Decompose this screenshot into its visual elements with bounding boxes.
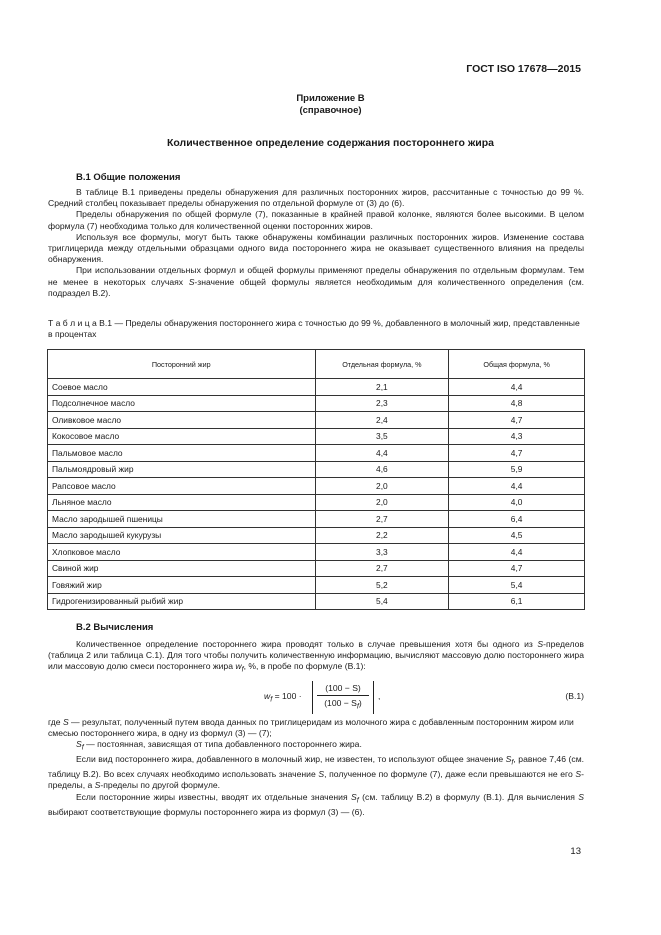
table-row	[48, 461, 585, 478]
paragraph: Если вид постороннего жира, добавленного в молочный жир, не известен, то используют общее значение $S_f$, равное 7,46 (см. таблицу В.2). Во всех случаях необходимо использовать значение S, полученное по формуле (7), даже если превышаются не его S-пределы, а S-пределы по другой формуле.	[48, 754, 584, 791]
page-number: 13	[570, 846, 581, 857]
fat-name-cell: Гидрогенизированный рыбий жир	[48, 593, 316, 610]
paragraph: Используя все формулы, могут быть также обнаружены комбинации различных посторонних жиров. Изменение состава триглицерида между отдельными образцами одного вида постороннего жира не оказывает существенного влияния на пределы обнаружения.	[48, 231, 584, 265]
total-limit-cell: 4,8	[449, 395, 585, 412]
column-header-individual: Отдельная формула, %	[315, 350, 449, 379]
individual-limit-cell: 5,4	[315, 593, 449, 610]
individual-limit-cell: 2,7	[315, 511, 449, 528]
table-row	[48, 577, 585, 594]
individual-limit-cell: 2,0	[315, 478, 449, 495]
fat-name-cell: Масло зародышей пшеницы	[48, 511, 316, 528]
total-limit-cell: 6,1	[449, 593, 585, 610]
individual-limit-cell: 2,3	[315, 395, 449, 412]
formula-lhs: $w_f = 100$ ·	[264, 691, 302, 704]
total-limit-cell: 4,7	[449, 412, 585, 429]
table-row	[48, 395, 585, 412]
table-row	[48, 527, 585, 544]
fat-name-cell: Масло зародышей кукурузы	[48, 527, 316, 544]
table-row	[48, 412, 585, 429]
annex-status: (справочное)	[299, 105, 362, 116]
fat-name-cell: Кокосовое масло	[48, 428, 316, 445]
table-header-row	[48, 350, 585, 379]
total-limit-cell: 4,7	[449, 445, 585, 462]
individual-limit-cell: 2,0	[315, 494, 449, 511]
paragraph: При использовании отдельных формул и общей формулы применяют пределы обнаружения по отдельным формулам. Тем не менее в некоторых случаях S-значение общей формулы является необходимым для количественного определения (см. подраздел В.2).	[48, 265, 584, 298]
total-limit-cell: 5,9	[449, 461, 585, 478]
total-limit-cell: 4,4	[449, 379, 585, 396]
individual-limit-cell: 3,3	[315, 544, 449, 561]
table-row	[48, 511, 585, 528]
table-caption-text: В.1 — Пределы обнаружения постороннего жира с точностью до 99 %, добавленного в молочный жир, представленные в процентах	[48, 318, 580, 340]
table-label: Т а б л и ц а	[48, 318, 97, 328]
paragraph: Если посторонние жиры известны, вводят их отдельные значения $S_f$ (см. таблицу В.2) в формулу (В.1). Для вычисления S выбирают соответствующие формулы постороннего жира из формул (3) — (6).	[48, 791, 584, 817]
formula-denominator: $(100 - S_f)$	[324, 698, 362, 711]
individual-limit-cell: 2,2	[315, 527, 449, 544]
total-limit-cell: 4,4	[449, 478, 585, 495]
fat-name-cell: Рапсовое масло	[48, 478, 316, 495]
individual-limit-cell: 2,1	[315, 379, 449, 396]
fat-name-cell: Подсолнечное масло	[48, 395, 316, 412]
fat-name-cell: Свиной жир	[48, 560, 316, 577]
fat-name-cell: Соевое масло	[48, 379, 316, 396]
table-row	[48, 494, 585, 511]
column-header-total: Общая формула, %	[449, 350, 585, 379]
section-heading-b1: В.1 Общие положения	[76, 172, 181, 183]
formula-comma: ,	[378, 691, 381, 701]
fat-name-cell: Пальмовое масло	[48, 445, 316, 462]
total-limit-cell: 4,3	[449, 428, 585, 445]
table-row	[48, 593, 585, 610]
total-limit-cell: 4,7	[449, 560, 585, 577]
where-sf: $S_f$ — постоянная, зависящая от типа добавленного постороннего жира.	[76, 739, 362, 753]
total-limit-cell: 6,4	[449, 511, 585, 528]
table-row	[48, 445, 585, 462]
table-row	[48, 428, 585, 445]
section-b2-text	[48, 639, 584, 676]
table-row	[48, 560, 585, 577]
page-title: Количественное определение содержания постороннего жира	[166, 137, 494, 149]
document-code: ГОСТ ISO 17678—2015	[466, 63, 581, 75]
table-row	[48, 544, 585, 561]
total-limit-cell: 4,5	[449, 527, 585, 544]
table-caption	[48, 318, 584, 341]
fat-name-cell: Говяжий жир	[48, 577, 316, 594]
formula-number: (В.1)	[565, 691, 584, 701]
total-limit-cell: 5,4	[449, 577, 585, 594]
paragraph: Количественное определение постороннего жира проводят только в случае превышения хотя бы одного из S-пределов (таблица 2 или таблица С.1). Для того чтобы получить количественную информацию, вычисляют массовую долю постороннего жира или массовую долю смеси постороннего жира $w_f$, %, в пробе по формуле (В.1):	[48, 639, 584, 675]
table-row	[48, 478, 585, 495]
individual-limit-cell: 3,5	[315, 428, 449, 445]
where-block	[48, 717, 584, 818]
total-limit-cell: 4,4	[449, 544, 585, 561]
individual-limit-cell: 4,6	[315, 461, 449, 478]
paragraph: В таблице В.1 приведены пределы обнаружения для различных посторонних жиров, рассчитанные с точностью до 99 %. Средний столбец показывает пределы обнаружения по отдельной формуле от (3) до (6).	[48, 187, 584, 209]
paragraph: Пределы обнаружения по общей формуле (7), показанные в крайней правой колонке, являются более высокими. В целом формула (7) необходима только для количественной оценки посторонних жиров.	[48, 209, 584, 231]
fat-name-cell: Пальмоядровый жир	[48, 461, 316, 478]
individual-limit-cell: 4,4	[315, 445, 449, 462]
fat-name-cell: Оливковое масло	[48, 412, 316, 429]
where-s: где S — результат, полученный путем ввода данных по триглицеридам из молочного жира с добавленным посторонним жиром или смесью постороннего жира, в одну из формул (3) — (7);	[48, 717, 574, 739]
individual-limit-cell: 2,7	[315, 560, 449, 577]
detection-limits-table	[47, 349, 585, 610]
section-b1-text	[48, 187, 584, 299]
fat-name-cell: Хлопковое масло	[48, 544, 316, 561]
formula-numerator: (100 − S)	[317, 681, 369, 696]
section-heading-b2: В.2 Вычисления	[76, 622, 154, 633]
table-row	[48, 379, 585, 396]
individual-limit-cell: 2,4	[315, 412, 449, 429]
formula-fraction	[312, 681, 374, 714]
column-header-fat: Посторонний жир	[48, 350, 316, 379]
fat-name-cell: Льняное масло	[48, 494, 316, 511]
annex-title: Приложение В	[296, 93, 365, 104]
section-b2-cont	[48, 754, 584, 817]
total-limit-cell: 4,0	[449, 494, 585, 511]
individual-limit-cell: 5,2	[315, 577, 449, 594]
